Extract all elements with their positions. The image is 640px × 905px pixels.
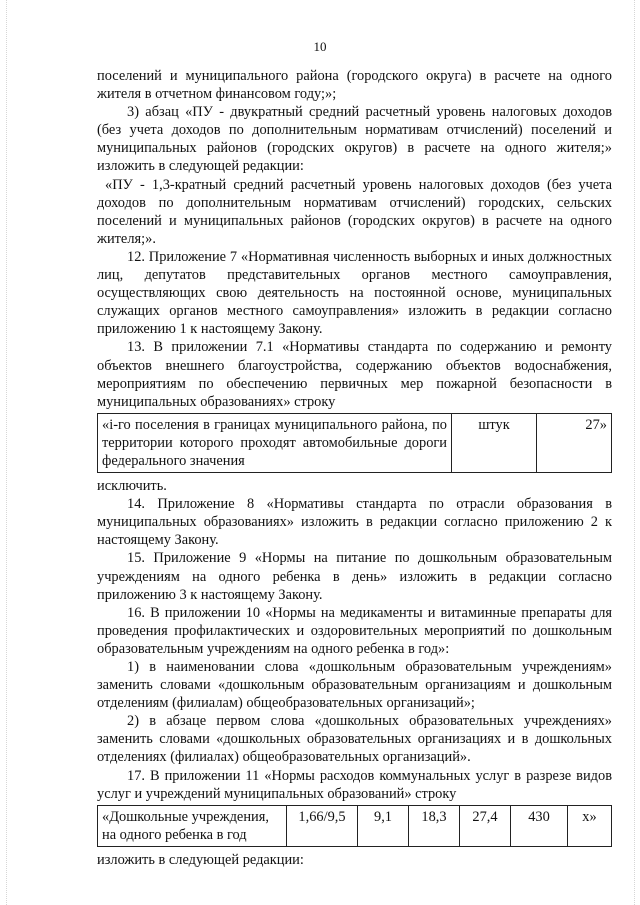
paragraph: изложить в следующей редакции: [97,851,304,868]
table-row [98,805,612,846]
paragraph: 12. Приложение 7 «Нормативная численность выборных и иных должностных лиц, депутатов представительных органов местного самоуправления, осуществляющих свою деятельность на постоянной основе, муниципальных служащих органов местного самоуправления» изложить в редакции согласно приложению 1 к настоящему Закону. [97,248,612,338]
table-cell: 18,3 [409,805,460,846]
table-cell: х» [568,805,612,846]
paragraph: 14. Приложение 8 «Нормативы стандарта по отрасли образования в муниципальных образованиях» изложить в редакции согласно приложению 2 к настоящему Закону. [97,496,612,549]
table-replaced-row [97,805,612,847]
paragraph: 2) в абзаце первом слова «дошкольных образовательных учреждениях» заменить словами «дошкольных образовательных организациях и в дошкольных отделениях (филиалах) общеобразовательных организаций». [97,713,612,766]
table-cell: «i-го поселения в границах муниципального района, по территории которого проходят автомобильные дороги федерального значения [98,413,452,472]
table-cell: 1,66/9,5 [287,805,358,846]
table-cell: «Дошкольные учреждения, на одного ребенка в год [98,805,287,846]
paragraph: 17. В приложении 11 «Нормы расходов коммунальных услуг в разрезе видов услуг и учреждений муниципальных образований» строку [97,767,612,802]
table-cell: 430 [511,805,568,846]
paragraph: исключить. [97,478,167,495]
paragraph: 16. В приложении 10 «Нормы на медикаменты и витаминные препараты для проведения профилактических и оздоровительных мероприятий по дошкольным образовательным учреждениям на одного ребенка в год»: [97,604,612,657]
page-number: 10 [313,39,327,54]
table-cell: 27,4 [460,805,511,846]
table-removed-row [97,413,612,473]
paragraph: 13. В приложении 7.1 «Нормативы стандарта по содержанию и ремонту объектов внешнего благоустройства, содержанию объектов водоснабжения, мероприятиям по обеспечению первичных мер пожарной безопасности в муниципальных образованиях» строку [97,339,612,410]
table-row [98,413,612,472]
paragraph: «ПУ - 1,3-кратный средний расчетный уровень налоговых доходов (без учета доходов по дополнительным нормативам отчислений) городских, сельских поселений и муниципальных районов (городских округов) в расчете на одного жителя;». [97,176,612,247]
paragraph: 15. Приложение 9 «Нормы на питание по дошкольным образовательным учреждениям на одного ребенка в день» изложить в редакции согласно приложению 3 к настоящему Закону. [97,550,612,603]
table-cell: штук [452,413,537,472]
scan-edge-right [634,0,636,905]
paragraph: поселений и муниципального района (городского округа) в расчете на одного жителя в отчетном финансовом году;»; [97,68,612,103]
table-cell: 27» [537,413,612,472]
paragraph: 3) абзац «ПУ - двукратный средний расчетный уровень налоговых доходов (без учета доходов по дополнительным нормативам отчислений) поселений и муниципальных районов (городских округов) в расчете на одного жителя;» изложить в следующей редакции: [97,104,612,175]
paragraph: 1) в наименовании слова «дошкольным образовательным учреждениям» заменить словами «дошкольным образовательным организациям и дошкольным отделениям (филиалам) общеобразовательных организаций»; [97,659,612,712]
document-body [97,67,612,869]
table-cell: 9,1 [358,805,409,846]
scan-edge-left [6,0,8,905]
